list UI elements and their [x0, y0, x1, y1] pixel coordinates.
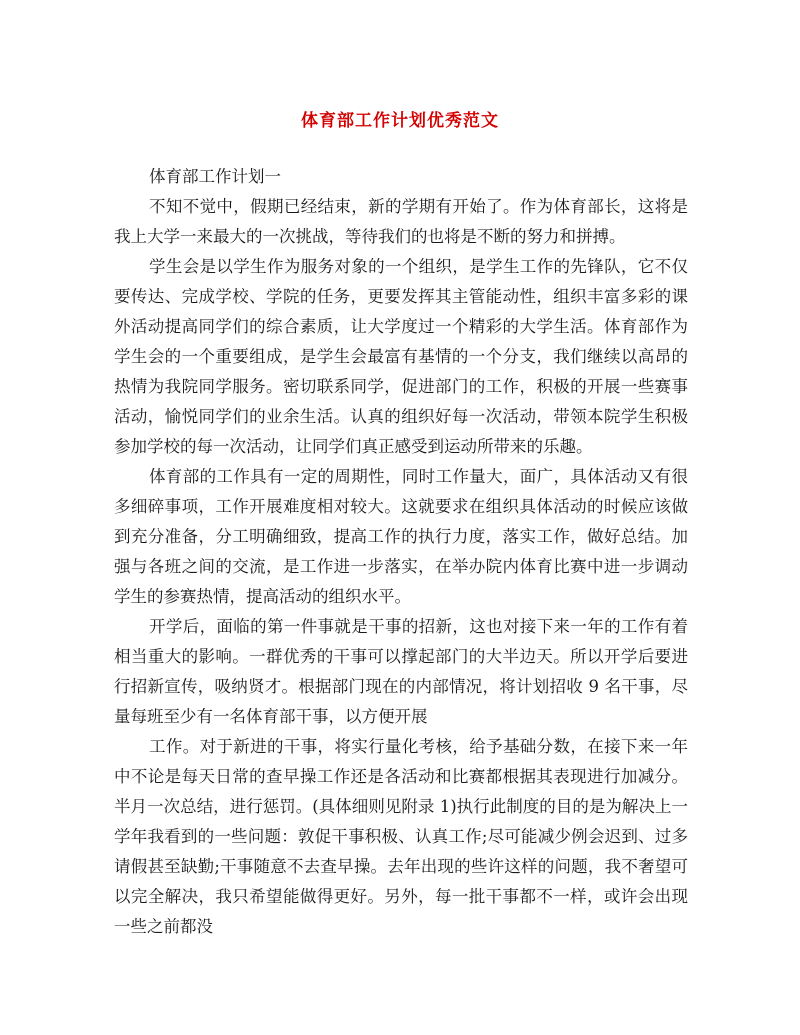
paragraph-intro: 不知不觉中，假期已经结束，新的学期有开始了。作为体育部长，这将是我上大学一来最大的一次挑战，等待我们的也将是不断的努力和拼搏。 [114, 197, 688, 246]
paragraph-work-nature: 体育部的工作具有一定的周期性，同时工作量大，面广，具体活动又有很多细碎事项，工作开展难度相对较大。这就要求在组织具体活动的时候应该做到充分准备，分工明确细致，提高工作的执行力度，落实工作，做好总结。加强与各班之间的交流，是工作进一步落实，在举办院内体育比赛中进一步调动学生的参赛热情，提高活动的组织水平。 [114, 467, 688, 606]
paragraph-student-union: 学生会是以学生作为服务对象的一个组织，是学生工作的先锋队，它不仅要传达、完成学校、学院的任务，更要发挥其主管能动性，组织丰富多彩的课外活动提高同学们的综合素质，让大学度过一个精彩的大学生活。体育部作为学生会的一个重要组成，是学生会最富有基情的一个分支，我们继续以高昂的热情为我院同学服务。密切联系同学，促进部门的工作，积极的开展一些赛事活动，愉悦同学们的业余生活。认真的组织好每一次活动，带领本院学生积极参加学校的每一次活动，让同学们真正感受到运动所带来的乐趣。 [114, 257, 688, 456]
paragraph-assessment: 工作。对于新进的干事，将实行量化考核，给予基础分数，在接下来一年中不论是每天日常的查早操工作还是各活动和比赛都根据其表现进行加减分。半月一次总结，进行惩罚。(具体细则见附录 1)执行此制度的目的是为解决上一学年我看到的一些问题：敦促干事积极、认真工作;尽可能减少例会迟到、过多请假甚至缺勤;干事随意不去查早操。去年出现的些许这样的问题，我不奢望可以完全解决，我只希望能做得更好。另外，每一批干事都不一样，或许会出现一些之前都没 [114, 737, 688, 936]
document-title: 体育部工作计划优秀范文 [301, 111, 499, 131]
section-heading: 体育部工作计划一 [149, 167, 281, 186]
document-body [114, 162, 688, 942]
paragraph-recruitment: 开学后，面临的第一件事就是干事的招新，这也对接下来一年的工作有着相当重大的影响。一群优秀的干事可以撑起部门的大半边天。所以开学后要进行招新宣传，吸纳贤才。根据部门现在的内部情况，将计划招收 9 名干事，尽量每班至少有一名体育部干事，以方便开展 [114, 617, 688, 726]
